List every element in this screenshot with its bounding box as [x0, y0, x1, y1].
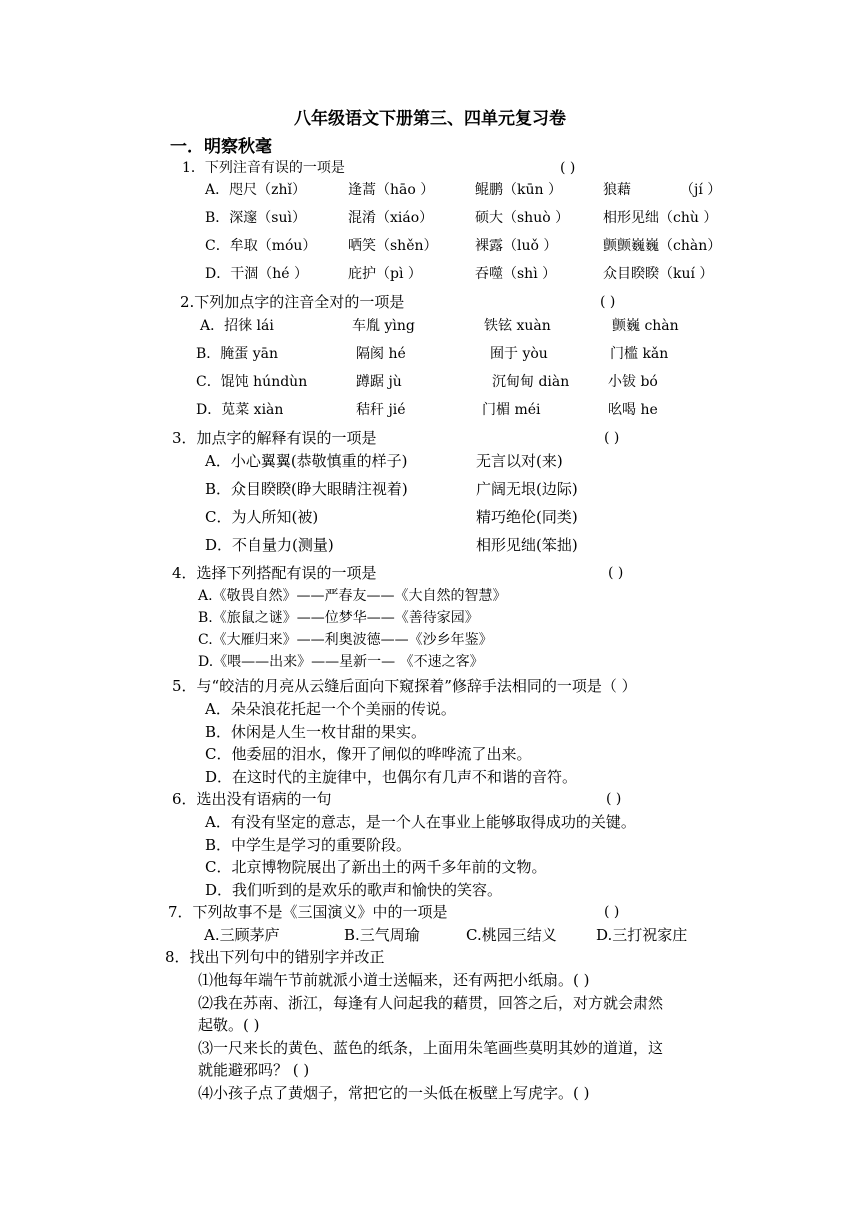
q2-option-cell: 铁铉 xuàn [484, 318, 551, 334]
q6-option: A．有没有坚定的意志，是一个人在事业上能够取得成功的关键。 [205, 813, 636, 831]
q3-option-cell: C．为人所知(被) [205, 508, 319, 526]
q8-item: ⑷小孩子点了黄烟子，常把它的一头低在板壁上写虎字。( ) [198, 1084, 590, 1102]
q1-option-cell: B．深邃（suì） [205, 210, 306, 226]
q6-option: D．我们听到的是欢乐的歌声和愉快的笑容。 [205, 880, 503, 899]
q1-stem: 1．下列注音有误的一项是 [182, 160, 345, 176]
q8-item: ⑵我在苏南、浙江，每逢有人问起我的藉贯，回答之后，对方就会肃然 [198, 994, 664, 1012]
q2-option-cell: 囿于 yòu [490, 346, 548, 362]
q3-answer-paren: ( ) [604, 430, 620, 446]
q1-option-cell: 相形见绌（chù ） [603, 210, 718, 226]
q8-stem: 8．找出下列句中的错别字并改正 [165, 948, 385, 966]
q8-item: 起敬。( ) [198, 1016, 260, 1034]
q6-option: B．中学生是学习的重要阶段。 [205, 835, 412, 854]
q7-option: A.三顾茅庐 [204, 926, 280, 944]
q1-option-cell: C．牟取（móu） [205, 238, 317, 254]
q2-answer-paren: ( ) [600, 294, 616, 310]
q1-option-cell: 硕大（shuò ） [475, 210, 570, 226]
q1-option-cell: 鲲鹏（kūn ） [475, 182, 562, 198]
q3-option-cell: B．众目睽睽(睁大眼睛注视着) [205, 480, 408, 498]
q5-option: C．他委屈的泪水，像开了闸似的哗哗流了出来。 [205, 745, 532, 763]
q1-option-cell: 哂笑（shěn） [348, 238, 438, 254]
q2-option-cell: D．苋菜 xiàn [196, 402, 284, 418]
q2-option-cell: 门楣 méi [482, 402, 541, 418]
q2-option-cell: 车胤 yìng [352, 318, 415, 334]
q2-option-cell: 门槛 kǎn [610, 346, 669, 362]
q3-stem: 3．加点字的解释有误的一项是 [172, 429, 377, 447]
q3-option-cell: A．小心翼翼(恭敬慎重的样子) [205, 452, 408, 470]
q2-option-cell: 隔阂 hé [356, 346, 406, 362]
q1-option-cell: 吞噬（shì ） [475, 266, 557, 282]
q4-option: D.《喂——出来》——星新一— 《不速之客》 [198, 654, 484, 670]
section-heading: 一．明察秋毫 [170, 137, 272, 157]
q2-option-cell: B．腌蛋 yān [196, 346, 279, 362]
q2-option-cell: 秸秆 jié [356, 402, 406, 418]
q8-item: 就能避邪吗？ ( ) [198, 1061, 310, 1079]
q1-option-cell: 混淆（xiáo） [348, 210, 434, 226]
q5-option: B．休闲是人生一枚甘甜的果实。 [205, 722, 427, 741]
q2-option-cell: 吆喝 he [608, 402, 658, 418]
q1-option-cell: （jí ） [680, 182, 722, 198]
q3-option-cell: D．不自量力(测量) [205, 536, 334, 554]
q5-stem: 5．与“皎洁的月亮从云缝后面向下窥探着”修辞手法相同的一项是（ ） [172, 677, 637, 695]
q3-option-cell: 精巧绝伦(同类) [476, 508, 578, 526]
q1-option-cell: 颤颤巍巍（chàn） [603, 238, 722, 254]
q2-option-cell: 沉甸甸 diàn [492, 374, 570, 390]
q6-stem: 6．选出没有语病的一句 [172, 790, 332, 808]
q7-answer-paren: ( ) [604, 904, 620, 920]
q6-answer-paren: ( ) [606, 791, 622, 807]
q2-option-cell: 颤巍 chàn [612, 318, 679, 334]
q3-option-cell: 相形见绌(笨拙) [476, 536, 578, 554]
q1-option-cell: 逢蒿（hāo ） [348, 182, 435, 198]
q1-option-cell: 狼藉 [603, 182, 631, 198]
q1-answer-paren: ( ) [560, 160, 576, 176]
q7-option: C.桃园三结义 [466, 926, 557, 944]
q7-option: D.三打祝家庄 [596, 926, 688, 944]
q2-option-cell: 小钹 bó [608, 374, 658, 390]
q7-option: B.三气周瑜 [344, 926, 420, 944]
q4-option: B.《旅鼠之谜》——位梦华——《善待家园》 [198, 610, 479, 626]
q1-option-cell: 裸露（luǒ ） [475, 238, 558, 254]
q4-option: A.《敬畏自然》——严春友——《大自然的智慧》 [198, 588, 507, 604]
q1-option-cell: A．咫尺（zhǐ） [205, 182, 306, 198]
q6-option: C．北京博物院展出了新出土的两千多年前的文物。 [205, 858, 547, 876]
q4-answer-paren: ( ) [608, 565, 624, 581]
q2-stem: 2.下列加点字的注音全对的一项是 [180, 293, 405, 311]
page-title: 八年级语文下册第三、四单元复习卷 [294, 109, 566, 129]
q3-option-cell: 广阔无垠(边际) [476, 480, 578, 498]
q3-option-cell: 无言以对(来) [476, 452, 563, 470]
q2-option-cell: 蹲踞 jù [356, 374, 402, 390]
q4-option: C.《大雁归来》——利奥波德——《沙乡年鉴》 [198, 632, 493, 648]
q2-option-cell: C．馄饨 húndùn [196, 374, 308, 390]
q5-option: A．朵朵浪花托起一个个美丽的传说。 [205, 700, 456, 718]
q2-option-cell: A．招徕 lái [200, 318, 274, 334]
q4-stem: 4．选择下列搭配有误的一项是 [172, 564, 377, 582]
q1-option-cell: 众目睽睽（kuí ） [603, 266, 714, 282]
q5-option: D．在这时代的主旋律中，也偶尔有几声不和谐的音符。 [205, 767, 578, 786]
q7-stem: 7．下列故事不是《三国演义》中的一项是 [168, 903, 448, 921]
q1-option-cell: 庇护（pì ） [348, 266, 422, 282]
q1-option-cell: D．干涸（hé ） [205, 266, 308, 282]
q8-item: ⑴他每年端午节前就派小道士送幅来，还有两把小纸扇。( ) [198, 971, 590, 989]
q8-item: ⑶一尺来长的黄色、蓝色的纸条，上面用朱笔画些莫明其妙的道道，这 [198, 1039, 664, 1057]
